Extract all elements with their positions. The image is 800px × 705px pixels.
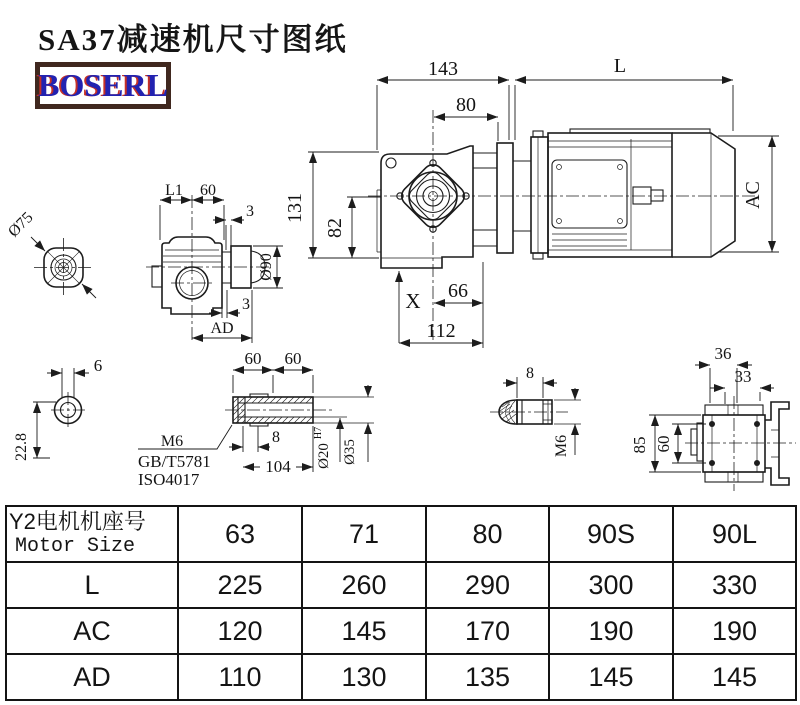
housing-plug-hole [386, 158, 396, 168]
screw-detail [490, 365, 581, 457]
hollow-shaft-detail [138, 349, 374, 489]
dim-104: 104 [265, 457, 291, 476]
dim-22-8: 22.8 [13, 433, 30, 461]
dim-AC: AC [742, 181, 764, 209]
dim-112: 112 [426, 320, 456, 342]
AD-value: 110 [178, 654, 302, 700]
plug-end-view [13, 356, 102, 461]
dim-143: 143 [428, 58, 458, 80]
size-90S: 90S [549, 506, 673, 562]
dim-82: 82 [324, 218, 346, 238]
AD-value: 135 [426, 654, 549, 700]
L-value: 260 [302, 562, 426, 608]
standard-gb: GB/T5781 [138, 452, 211, 471]
housing-side-view [630, 344, 796, 491]
motor-size-en: Motor Size [15, 535, 136, 558]
dim-90: Ø90 [258, 253, 275, 281]
page-title: SA37减速机尺寸图纸 [38, 22, 348, 57]
size-90L: 90L [673, 506, 796, 562]
motor-size-header-cell [6, 506, 178, 562]
dim-6: 6 [93, 356, 103, 375]
dim-60-top: 60 [200, 182, 216, 199]
dim-60-side: 60 [654, 435, 673, 453]
dim-3-top: 3 [246, 203, 254, 220]
AC-value: 120 [178, 608, 302, 654]
dim-8-screw: 8 [526, 365, 534, 382]
dim-20-tol: H7 [313, 426, 324, 440]
gearbox-housing [381, 146, 473, 268]
dimension-table [5, 505, 797, 701]
row-label-AD: AD [6, 654, 178, 700]
motor-rear-cap [672, 133, 735, 257]
callout-M6: M6 [160, 433, 184, 450]
row-label-L: L [6, 562, 178, 608]
dim-20: Ø20 [316, 443, 332, 469]
dim-M6-screw: M6 [553, 434, 570, 458]
table-row-AD [6, 654, 796, 700]
AC-value: 190 [673, 608, 796, 654]
main-assembly-view [284, 55, 779, 348]
AC-value: 145 [302, 608, 426, 654]
size-71: 71 [302, 506, 426, 562]
table-row-L [6, 562, 796, 608]
AD-value: 145 [673, 654, 796, 700]
motor-size-zh: Y2电机机座号 [9, 509, 146, 534]
AC-value: 170 [426, 608, 549, 654]
dim-66: 66 [448, 280, 468, 302]
dim-75: Ø75 [5, 209, 37, 241]
table-header-row [6, 506, 796, 562]
dim-36: 36 [714, 344, 732, 363]
motor-flange [531, 137, 548, 253]
L-value: 225 [178, 562, 302, 608]
dim-L1: L1 [165, 182, 183, 199]
size-80: 80 [426, 506, 549, 562]
boserl-logo-text: BOSERL [38, 67, 168, 103]
dim-X: X [405, 289, 421, 313]
dim-AD: AD [210, 320, 234, 337]
motor-body [548, 133, 672, 257]
AD-value: 130 [302, 654, 426, 700]
dim-3-bottom: 3 [242, 296, 250, 313]
dim-131: 131 [284, 193, 306, 223]
AC-value: 190 [549, 608, 673, 654]
adapter-flange [497, 143, 513, 253]
side-flange [765, 402, 789, 485]
dim-60-b: 60 [284, 349, 302, 368]
L-value: 300 [549, 562, 673, 608]
standard-iso: ISO4017 [138, 470, 200, 489]
L-value: 330 [673, 562, 796, 608]
dim-60-a: 60 [244, 349, 262, 368]
gearbox-top-view [146, 182, 283, 343]
row-label-AC: AC [6, 608, 178, 654]
dim-L: L [613, 55, 627, 77]
AD-value: 145 [549, 654, 673, 700]
L-value: 290 [426, 562, 549, 608]
flange-face-view [5, 209, 96, 298]
dim-85: 85 [630, 436, 649, 454]
motor-nameplate [552, 160, 627, 228]
dim-80: 80 [456, 94, 476, 116]
dim-8-shaft: 8 [272, 429, 280, 446]
dim-35: Ø35 [342, 439, 358, 465]
size-63: 63 [178, 506, 302, 562]
dim-33: 33 [734, 367, 752, 386]
table-row-AC [6, 608, 796, 654]
